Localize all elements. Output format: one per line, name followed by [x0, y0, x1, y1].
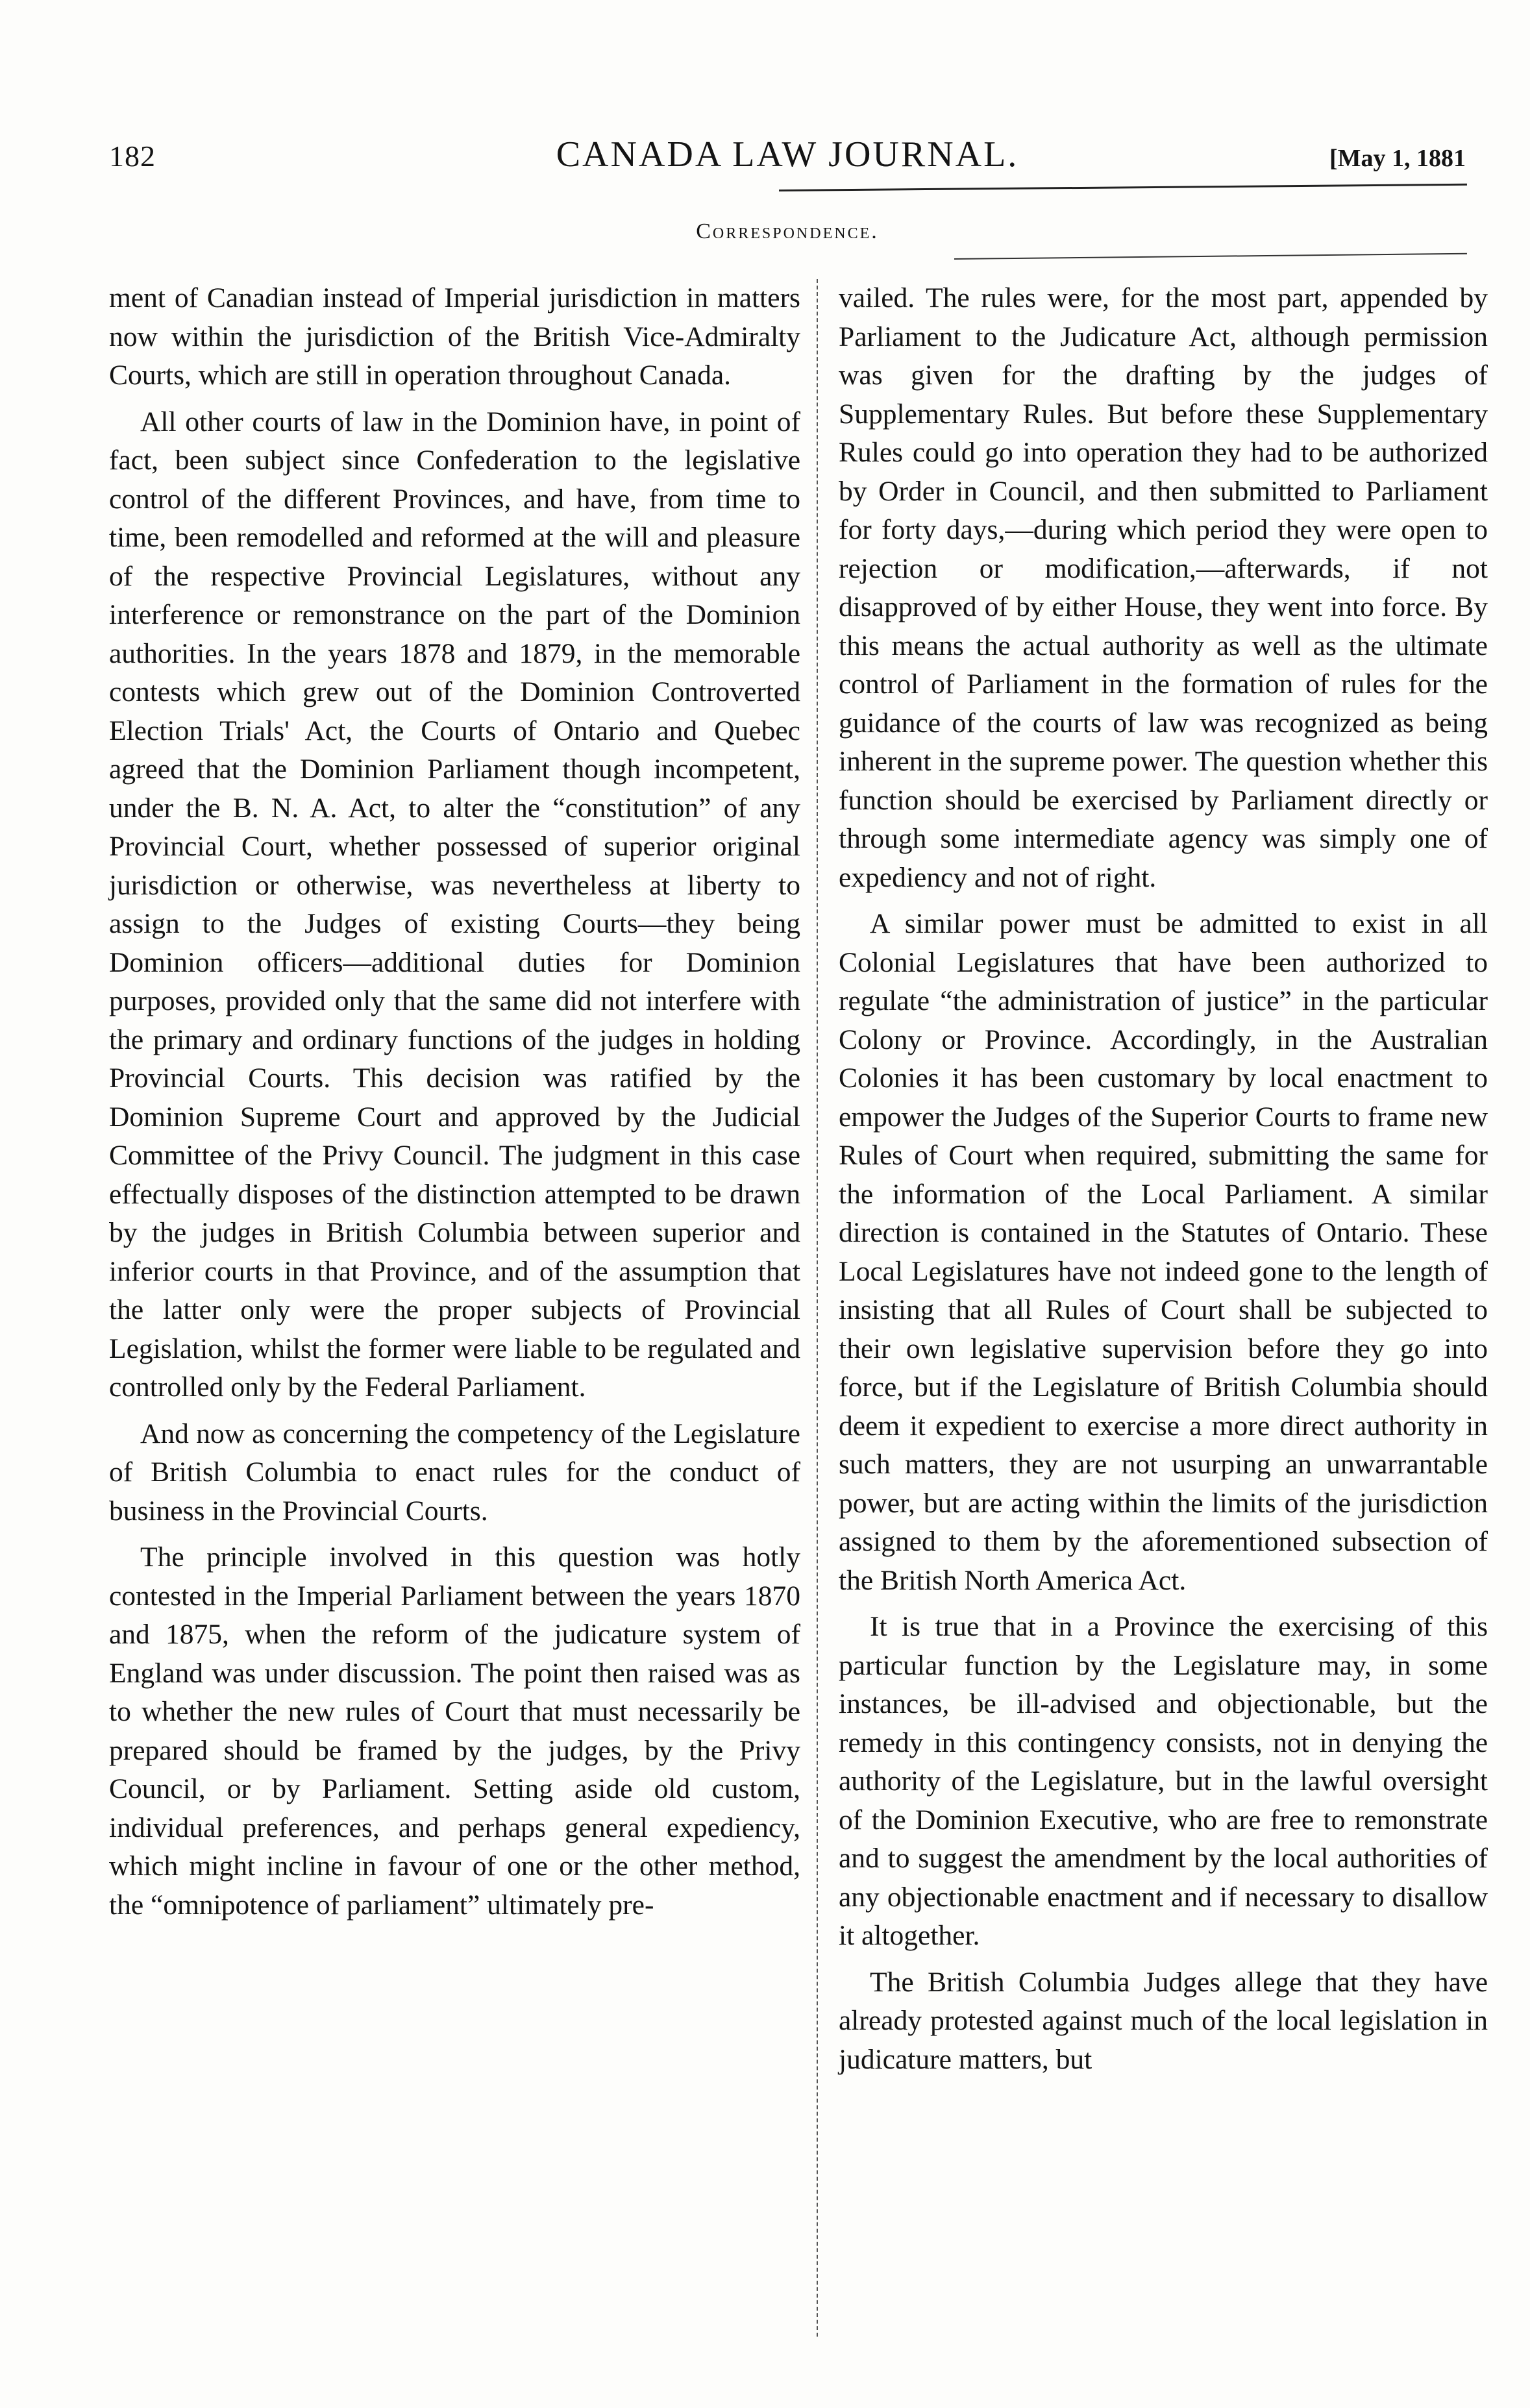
section-title: Correspondence.: [696, 219, 879, 243]
column-divider: [817, 279, 818, 2337]
section-rule: [954, 253, 1467, 260]
right-column: [839, 279, 1488, 2087]
paragraph: The principle involved in this question was hotly contested in the Imperial Parliament between the years 1870 and 1875, when the reform of the judicature system of England was under discussion. The point then raised was as to whether the new rules of Court that must necessarily be prepared should be framed by the judges, by the Privy Council, or by Parliament. Setting aside old custom, individual preferences, and perhaps general expediency, which might incline in favour of one or the other method, the “omnipotence of parliament” ultimately pre-: [109, 1542, 800, 1921]
page-number: 182: [109, 140, 156, 173]
running-header: [109, 130, 1466, 188]
paragraph: All other courts of law in the Dominion have, in point of fact, been subject since Confederation to the legislative control of the different Provinces, and have, from time to time, been remodelled and reformed at the will and pleasure of the respective Provincial Legislatures, without any interference or remonstrance on the part of the Dominion authorities. In the years 1878 and 1879, in the memorable contests which grew out of the Dominion Controverted Election Trials' Act, the Courts of Ontario and Quebec agreed that the Dominion Parliament though incompetent, under the B. N. A. Act, to alter the “constitution” of any Provincial Court, whether possessed of superior original jurisdiction or otherwise, was nevertheless at liberty to assign to the Judges of existing Courts—they being Dominion officers—additional duties for Dominion purposes, provided only that the same did not interfere with the primary and ordinary functions of the judges in holding Provincial Courts. This decision was ratified by the Dominion Supreme Court and approved by the Judicial Committee of the Privy Council. The judgment in this case effectually disposes of the distinction attempted to be drawn by the judges in British Columbia between superior and inferior courts in that Province, and of the assumption that the latter only were the proper subjects of Provincial Legislation, whilst the former were liable to be regulated and controlled only by the Federal Parliament.: [109, 406, 800, 1403]
paragraph: And now as concerning the competency of the Legislature of British Columbia to enact rules for the conduct of business in the Provincial Courts.: [109, 1418, 800, 1527]
issue-date: [May 1, 1881: [1329, 145, 1466, 172]
paragraph: vailed. The rules were, for the most part, appended by Parliament to the Judicature Act, although permission was given for the drafting by the judges of Supplementary Rules. But before these Supplementary Rules could go into operation they had to be authorized by Order in Council, and then submitted to Parliament for forty days,—during which period they were open to rejection or modification,—afterwards, if not disapproved of by either House, they went into force. By this means the actual authority as well as the ultimate control of Parliament in the formation of rules for the guidance of the courts of law was recognized as being inherent in the supreme power. The question whether this function should be exercised by Parliament directly or through some intermediate agency was simply one of expediency and not of right.: [839, 282, 1488, 893]
journal-title: CANADA LAW JOURNAL.: [556, 134, 1019, 175]
paragraph: The British Columbia Judges allege that they have already protested against much of the local legislation in judicature matters, but: [839, 1966, 1488, 2075]
left-column: [109, 279, 800, 1932]
paragraph: It is true that in a Province the exercising of this particular function by the Legislature may, in some instances, be ill-advised and objectionable, but the remedy in this contingency consists, not in denying the authority of the Legislature, but in the lawful oversight of the Dominion Executive, who are free to remonstrate and to suggest the amendment by the local authorities of any objectionable enactment and if necessary to disallow it altogether.: [839, 1611, 1488, 1951]
paragraph: A similar power must be admitted to exist in all Colonial Legislatures that have been authorized to regulate “the administration of justice” in the particular Colony or Province. Accordingly, in the Australian Colonies it has been customary by local enactment to empower the Judges of the Superior Courts to frame new Rules of Court when required, submitting the same for the information of the Local Parliament. A similar direction is contained in the Statutes of Ontario. These Local Legislatures have not indeed gone to the length of insisting that all Rules of Court shall be subjected to their own legislative supervision before they go into force, but if the Legislature of British Columbia should deem it expedient to exercise a more direct authority in such matters, they are not usurping an unwarrantable power, but are acting within the limits of the jurisdiction assigned to them by the aforementioned subsection of the British North America Act.: [839, 908, 1488, 1596]
paragraph: ment of Canadian instead of Imperial jurisdiction in matters now within the jurisdiction of the British Vice-Admiralty Courts, which are still in operation throughout Canada.: [109, 282, 800, 391]
